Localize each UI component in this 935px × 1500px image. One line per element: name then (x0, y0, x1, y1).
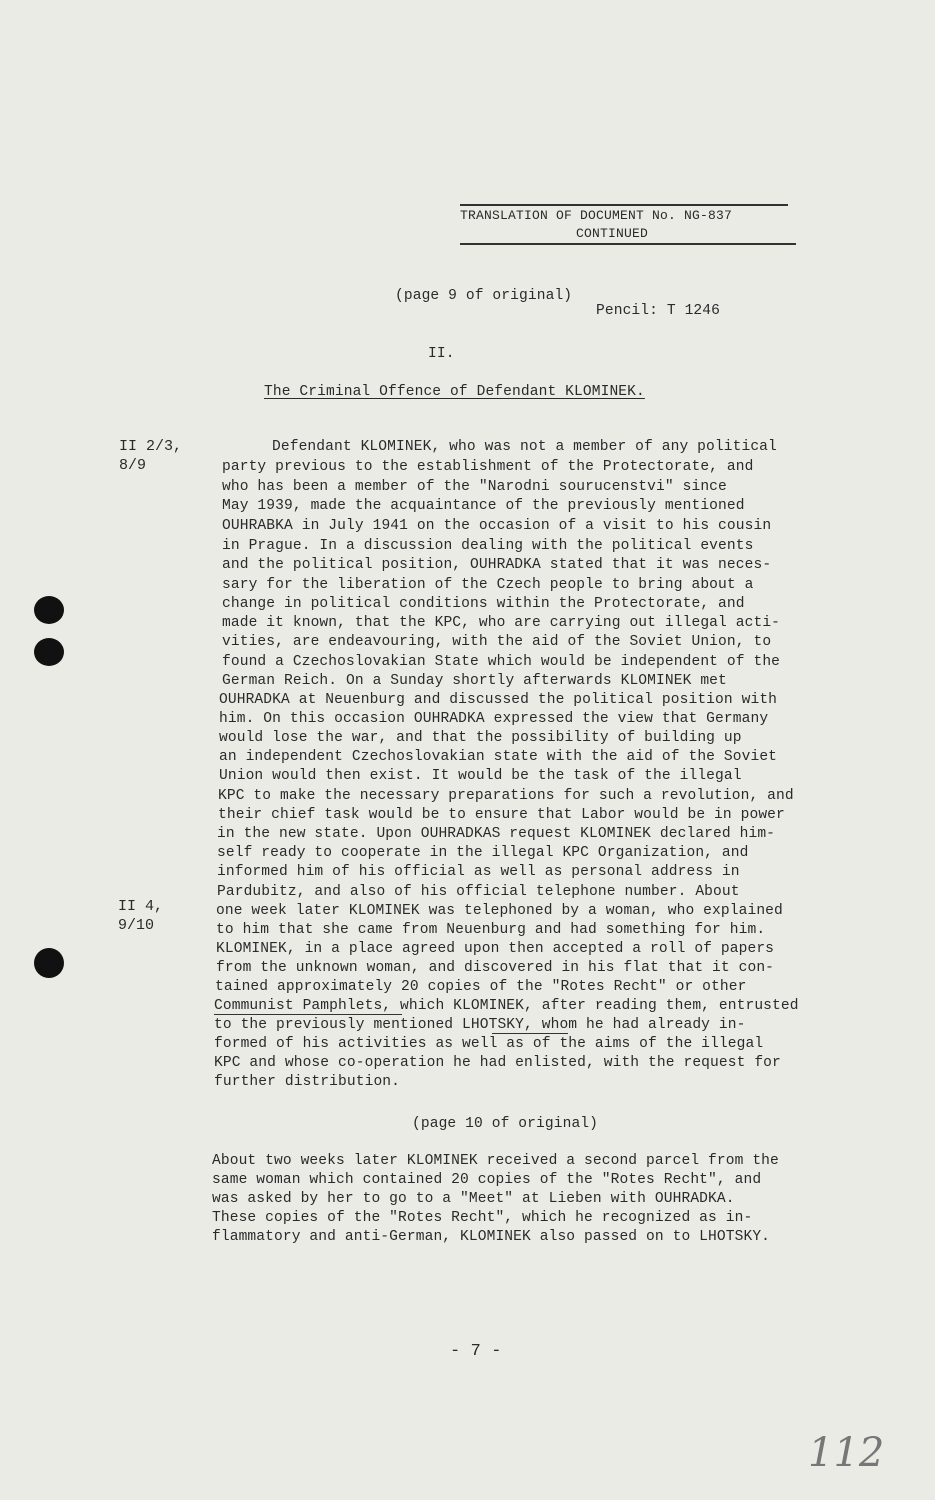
p1-line: informed him of his official as well as personal address in (217, 864, 740, 880)
p1-line: him. On this occasion OUHRADKA expressed the view that Germany (219, 711, 769, 727)
p1-line: Defendant KLOMINEK, who was not a member of any political (272, 439, 777, 455)
p1-line: change in political conditions within the Protectorate, and (222, 596, 745, 612)
header-continued: CONTINUED (576, 226, 649, 241)
p2-line: was asked by her to go to a "Meet" at Lieben with OUHRADKA. (212, 1191, 735, 1207)
header-rule-top (460, 204, 788, 206)
p1-line: KPC to make the necessary preparations for such a revolution, and (218, 788, 794, 804)
header-rule-bottom (460, 243, 796, 245)
p1-line: tained approximately 20 copies of the "Rotes Recht" or other (215, 979, 747, 995)
p1-line: KPC and whose co-operation he had enlisted, with the request for (214, 1055, 781, 1071)
p2-line: flammatory and anti-German, KLOMINEK also passed on to LHOTSKY. (212, 1229, 771, 1245)
page-number: - 7 - (450, 1342, 502, 1361)
page-reference-9: (page 9 of original) (395, 288, 573, 304)
p1-line: their chief task would be to ensure that Labor would be in power (218, 807, 785, 823)
p1-line: KLOMINEK, in a place agreed upon then accepted a roll of papers (216, 941, 775, 957)
p1-line: German Reich. On a Sunday shortly afterwards KLOMINEK met (222, 673, 727, 689)
p1-line: self ready to cooperate in the illegal KPC Organization, and (217, 845, 749, 861)
underline-lhotsky (492, 1033, 568, 1034)
p1-line: who has been a member of the "Narodni sourucenstvi" since (222, 479, 727, 495)
p1-line: sary for the liberation of the Czech people to bring about a (222, 577, 754, 593)
p1-line: further distribution. (214, 1074, 401, 1090)
p1-line: in Prague. In a discussion dealing with the political events (222, 538, 754, 554)
p1-line: one week later KLOMINEK was telephoned by a woman, who explained (216, 903, 783, 919)
p2-line: same woman which contained 20 copies of the "Rotes Recht", and (212, 1172, 762, 1188)
underline-communist-pamphlets (214, 1014, 402, 1015)
margin-note-1-line2: 8/9 (119, 457, 147, 474)
p1-line: found a Czechoslovakian State which would be independent of the (222, 654, 781, 670)
section-title: The Criminal Offence of Defendant KLOMINEK. (264, 384, 645, 400)
p1-line: to him that she came from Neuenburg and had something for him. (216, 922, 766, 938)
punch-hole-bottom (34, 948, 64, 978)
section-number: II. (428, 346, 455, 362)
p1-line: formed of his activities as well as of the aims of the illegal (214, 1036, 764, 1052)
p1-line: Union would then exist. It would be the task of the illegal (219, 768, 742, 784)
p1-line: an independent Czechoslovakian state with the aid of the Soviet (219, 749, 778, 765)
margin-note-2-line1: II 4, (118, 898, 164, 915)
margin-note-1-line1: II 2/3, (119, 438, 183, 455)
p2-line: These copies of the "Rotes Recht", which he recognized as in- (212, 1210, 753, 1226)
pencil-note: Pencil: T 1246 (596, 303, 721, 319)
punch-hole-middle (34, 638, 64, 666)
p2-line: About two weeks later KLOMINEK received a second parcel from the (212, 1153, 779, 1169)
p1-line: vities, are endeavouring, with the aid of the Soviet Union, to (222, 634, 772, 650)
p1-line: to the previously mentioned LHOTSKY, whom he had already in- (214, 1017, 746, 1033)
folio-number-handwritten: 112 (808, 1430, 885, 1476)
margin-note-2-line2: 9/10 (118, 917, 155, 934)
p1-line: party previous to the establishment of the Protectorate, and (222, 459, 754, 475)
page-reference-10: (page 10 of original) (412, 1116, 599, 1132)
p1-line: and the political position, OUHRADKA stated that it was neces- (222, 557, 772, 573)
margin-note-1 (119, 437, 182, 475)
p1-line: made it known, that the KPC, who are carrying out illegal acti- (222, 615, 781, 631)
p1-line: OUHRABKA in July 1941 on the occasion of a visit to his cousin (222, 518, 772, 534)
p1-line: from the unknown woman, and discovered in his flat that it con- (216, 960, 775, 976)
p1-line: would lose the war, and that the possibility of building up (219, 730, 742, 746)
margin-note-2 (118, 897, 163, 935)
p1-line: Pardubitz, and also of his official telephone number. About (217, 884, 740, 900)
p1-line: OUHRADKA at Neuenburg and discussed the political position with (219, 692, 778, 708)
p1-line: in the new state. Upon OUHRADKAS request KLOMINEK declared him- (217, 826, 776, 842)
p1-line-underlined: Communist Pamphlets, which KLOMINEK, after reading them, entrusted (214, 998, 799, 1014)
punch-hole-top (34, 596, 64, 624)
header-title: TRANSLATION OF DOCUMENT No. NG-837 (460, 208, 733, 223)
p1-line: May 1939, made the acquaintance of the previously mentioned (222, 498, 745, 514)
